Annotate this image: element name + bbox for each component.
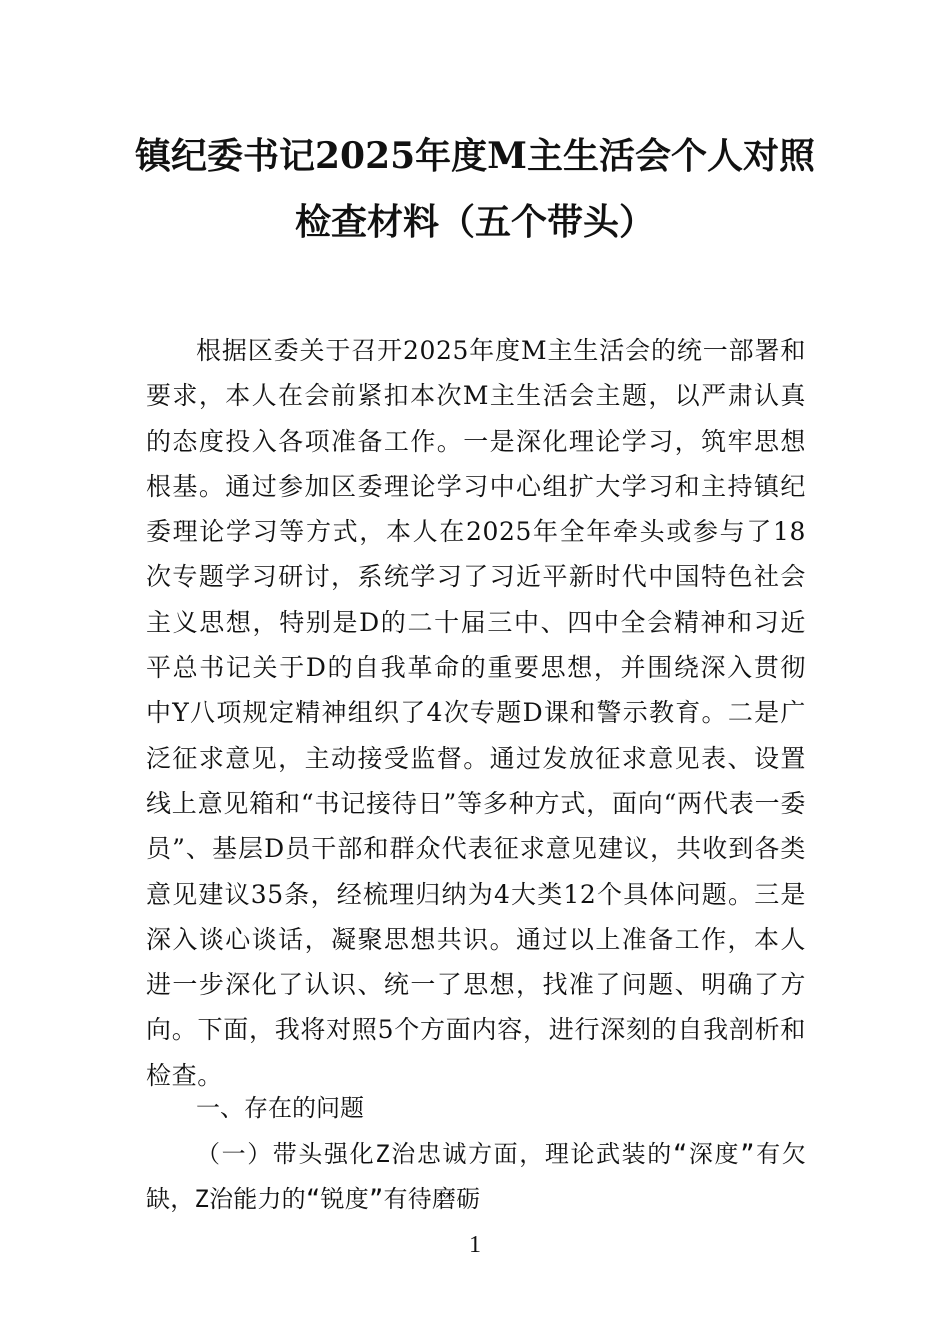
section-heading: 一、存在的问题 [196,1094,364,1122]
subsection-heading: （一）带头强化Z治忠诚方面，理论武装的“深度”有欠缺，Z治能力的“锐度”有待磨砺 [146,1140,806,1213]
intro-paragraph: 根据区委关于召开2025年度M主生活会的统一部署和要求，本人在会前紧扣本次M主生活会主题，以严肃认真的态度投入各项准备工作。一是深化理论学习，筑牢思想根基。通过参加区委理论学习中心组扩大学习和主持镇纪委理论学习等方式，本人在2025年全年牵头或参与了18次专题学习研讨，系统学习了习近平新时代中国特色社会主义思想，特别是D的二十届三中、四中全会精神和习近平总书记关于D的自我革命的重要思想，并围绕深入贯彻中Y八项规定精神组织了4次专题D课和警示教育。二是广泛征求意见，主动接受监督。通过发放征求意见表、设置线上意见箱和“书记接待日”等多种方式，面向“两代表一委员”、基层D员干部和群众代表征求意见建议，共收到各类意见建议35条，经梳理归纳为4大类12个具体问题。三是深入谈心谈话，凝聚思想共识。通过以上准备工作，本人进一步深化了认识、统一了思想，找准了问题、明确了方向。下面，我将对照5个方面内容，进行深刻的自我剖析和检查。 [146,336,806,1090]
document-title-line-1: 镇纪委书记2025年度M主生活会个人对照 [134,135,816,177]
page-number: 1 [469,1232,481,1258]
document-title-line-2: 检查材料（五个带头） [294,201,655,243]
